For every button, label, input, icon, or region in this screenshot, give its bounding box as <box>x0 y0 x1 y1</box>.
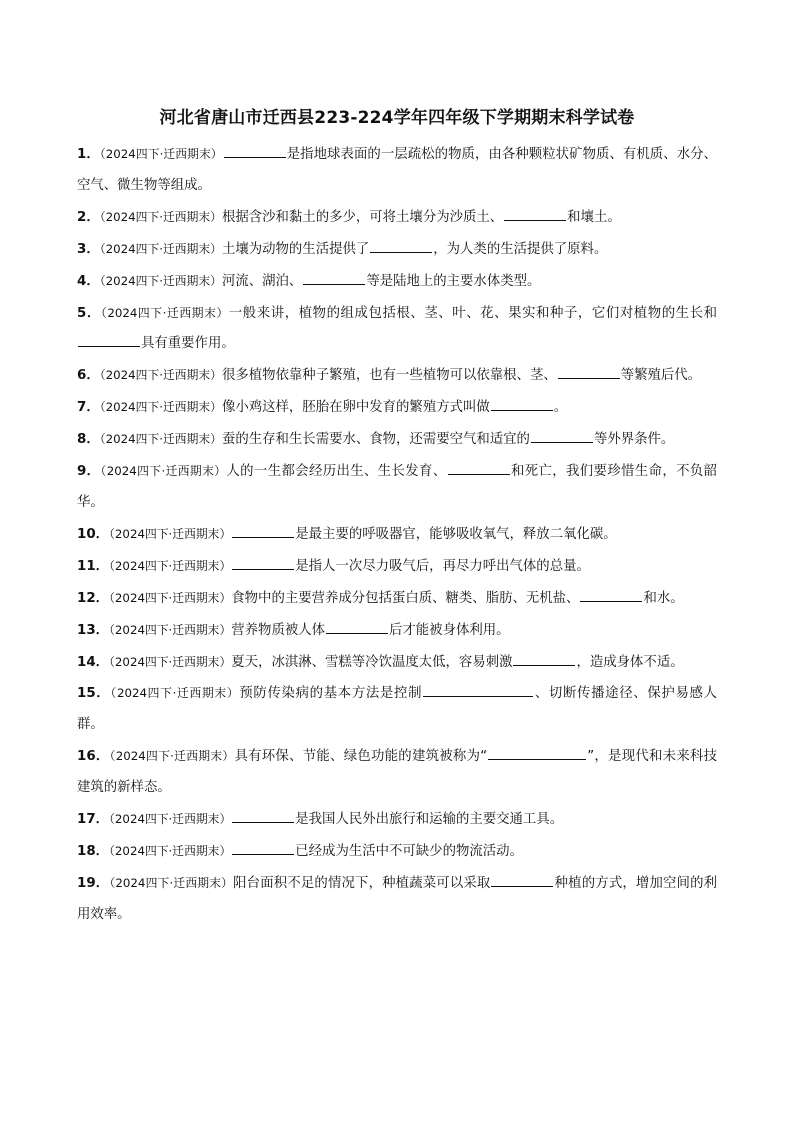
question-number: 17． <box>77 812 110 828</box>
question-item <box>77 678 717 741</box>
question-text: 是指人一次尽力吸气后，再尽力呼出气体的总量。 <box>295 558 590 574</box>
question-number: 4． <box>77 273 100 289</box>
answer-blank <box>224 145 286 158</box>
answer-blank <box>232 842 294 855</box>
answer-blank <box>232 525 294 538</box>
question-item <box>77 424 717 456</box>
question-text: 夏天，冰淇淋、雪糕等冷饮温度太低，容易刺激 <box>231 654 513 670</box>
question-text: ”，是现代和未来科技建筑的新样态。 <box>77 749 718 796</box>
question-number: 3． <box>77 241 100 257</box>
exam-title: 河北省唐山市迁西县223-224学年四年级下学期期末科学试卷 <box>159 108 635 128</box>
question-item <box>77 836 717 868</box>
question-text: 预防传染病的基本方法是控制 <box>239 686 423 702</box>
answer-blank <box>513 653 575 666</box>
question-text: 和水。 <box>643 590 684 606</box>
question-item <box>77 868 717 931</box>
question-source: （2024四下·迁西期末） <box>109 526 232 541</box>
answer-blank <box>491 398 553 411</box>
question-number: 11． <box>77 558 110 574</box>
question-item <box>77 647 717 679</box>
question-text: ，为人类的生活提供了原料。 <box>433 241 608 257</box>
question-source: （2024四下·迁西期末） <box>109 654 232 669</box>
question-source: （2024四下·迁西期末） <box>110 686 240 701</box>
question-number: 16． <box>77 749 110 765</box>
question-number: 7． <box>77 400 100 416</box>
question-item <box>77 519 717 551</box>
question-text: 等是陆地上的主要水体类型。 <box>366 273 541 289</box>
question-item <box>77 392 717 424</box>
question-number: 19． <box>77 875 110 891</box>
answer-blank <box>558 366 620 379</box>
question-list <box>77 139 717 931</box>
question-text: 和死亡，我们要珍惜生命，不负韶华。 <box>77 464 718 510</box>
question-source: （2024四下·迁西期末） <box>99 400 222 415</box>
question-item <box>77 583 717 615</box>
question-text: 根据含沙和黏土的多少，可将土壤分为沙质土、 <box>221 209 504 225</box>
answer-blank <box>326 621 388 634</box>
question-source: （2024四下·迁西期末） <box>99 432 222 447</box>
question-text: 人的一生都会经历出生、生长发育、 <box>226 464 447 480</box>
question-item <box>77 615 717 647</box>
question-number: 15． <box>77 686 111 702</box>
question-item <box>77 202 717 234</box>
question-source: （2024四下·迁西期末） <box>109 590 232 605</box>
question-item <box>77 551 717 583</box>
question-text: 营养物质被人体 <box>231 622 326 638</box>
question-text: 蚕的生存和生长需要水、食物，还需要空气和适宜的 <box>221 432 530 448</box>
question-number: 1． <box>77 147 100 162</box>
question-source: （2024四下·迁西期末） <box>109 558 232 573</box>
question-item <box>77 266 717 298</box>
answer-blank <box>370 240 432 253</box>
question-text: 。 <box>553 400 568 416</box>
question-text: 土壤为动物的生活提供了 <box>221 241 370 257</box>
question-source: （2024四下·迁西期末） <box>109 812 232 827</box>
question-number: 6． <box>77 368 100 384</box>
question-source: （2024四下·迁西期末） <box>99 209 222 224</box>
question-text: 具有重要作用。 <box>141 336 235 352</box>
question-text: 等外界条件。 <box>593 432 675 448</box>
question-source: （2024四下·迁西期末） <box>100 305 229 320</box>
question-text: 具有环保、节能、绿色功能的建筑被称为“ <box>234 749 488 765</box>
question-number: 18． <box>77 843 110 859</box>
question-number: 12． <box>77 590 110 606</box>
question-text: 已经成为生活中不可缺少的物流活动。 <box>295 843 523 859</box>
answer-blank <box>504 208 566 221</box>
question-item <box>77 139 717 202</box>
question-number: 13． <box>77 622 110 638</box>
question-source: （2024四下·迁西期末） <box>99 147 223 161</box>
question-item <box>77 298 717 361</box>
question-item <box>77 741 717 804</box>
question-source: （2024四下·迁西期末） <box>99 241 222 256</box>
question-number: 14． <box>77 654 110 670</box>
answer-blank <box>78 334 140 347</box>
question-text: 和壤土。 <box>567 209 621 225</box>
question-text: 食物中的主要营养成分包括蛋白质、糖类、脂肪、无机盐、 <box>231 590 580 606</box>
question-source: （2024四下·迁西期末） <box>99 273 222 288</box>
question-item <box>77 360 717 392</box>
answer-blank <box>423 684 533 697</box>
answer-blank <box>448 462 510 475</box>
answer-blank <box>232 557 294 570</box>
question-number: 5． <box>77 305 101 321</box>
answer-blank <box>580 589 642 602</box>
question-text: 很多植物依靠种子繁殖，也有一些植物可以依靠根、茎、 <box>221 368 557 384</box>
question-source: （2024四下·迁西期末） <box>109 749 235 764</box>
question-text: 后才能被身体利用。 <box>389 622 510 638</box>
question-text: 河流、湖泊、 <box>221 273 303 289</box>
question-source: （2024四下·迁西期末） <box>109 622 232 637</box>
question-text: 是最主要的呼吸器官，能够吸收氧气，释放二氧化碳。 <box>295 526 617 542</box>
question-text: 、切断传播途径、保护易感人群。 <box>77 686 718 733</box>
question-item <box>77 804 717 836</box>
question-text: 一般来讲，植物的组成包括根、茎、叶、花、果实和种子，它们对植物的生长和 <box>228 305 717 321</box>
question-text: 种植的方式，增加空间的利用效率。 <box>77 875 718 922</box>
question-text: 阳台面积不足的情况下，种植蔬菜可以采取 <box>233 875 491 891</box>
question-text: 像小鸡这样，胚胎在卵中发育的繁殖方式叫做 <box>221 400 490 416</box>
answer-blank <box>531 430 593 443</box>
question-number: 9． <box>77 464 101 480</box>
question-number: 8． <box>77 432 100 448</box>
answer-blank <box>303 272 365 285</box>
question-number: 10． <box>77 526 110 542</box>
question-source: （2024四下·迁西期末） <box>109 843 232 858</box>
question-source: （2024四下·迁西期末） <box>99 368 222 383</box>
question-text: ，造成身体不适。 <box>576 654 684 670</box>
answer-blank <box>491 874 553 887</box>
question-item <box>77 456 717 519</box>
question-source: （2024四下·迁西期末） <box>100 464 227 479</box>
answer-blank <box>488 747 586 760</box>
question-number: 2． <box>77 209 100 225</box>
question-text: 是我国人民外出旅行和运输的主要交通工具。 <box>295 812 564 828</box>
answer-blank <box>232 810 294 823</box>
question-source: （2024四下·迁西期末） <box>109 875 234 890</box>
question-text: 是指地球表面的一层疏松的物质，由各种颗粒状矿物质、有机质、水分、空气、微生物等组成。 <box>77 147 717 193</box>
question-item <box>77 234 717 266</box>
question-text: 等繁殖后代。 <box>620 368 702 384</box>
